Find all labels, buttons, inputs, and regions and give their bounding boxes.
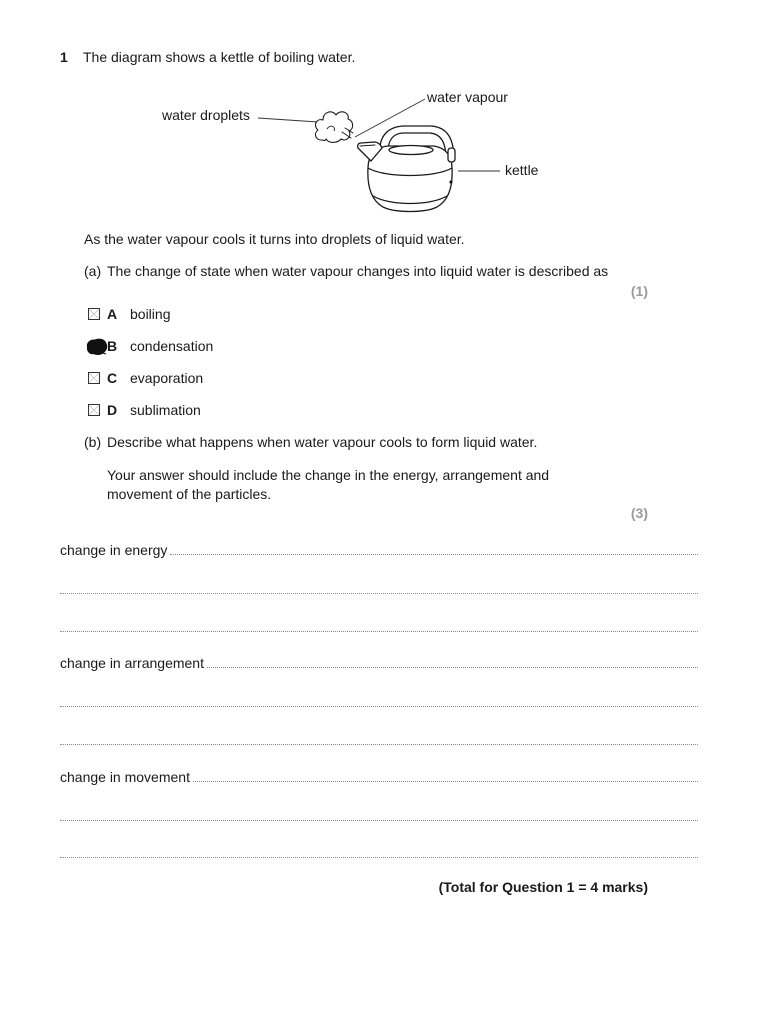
question-context: As the water vapour cools it turns into droplets of liquid water. (84, 231, 465, 247)
leader-line-water-droplets (258, 118, 318, 122)
option-c-checkbox[interactable] (88, 372, 100, 384)
answer-section-energy (60, 542, 698, 642)
option-d (84, 402, 384, 418)
answer-line[interactable] (193, 769, 698, 782)
kettle-diagram (0, 80, 768, 230)
answer-section-label: change in movement (60, 769, 190, 785)
answer-line[interactable] (60, 706, 698, 707)
answer-line[interactable] (60, 744, 698, 745)
option-a (84, 306, 384, 322)
answer-section-label: change in energy (60, 542, 168, 558)
kettle-lid (389, 146, 433, 155)
part-a-marks: (1) (630, 283, 648, 299)
answer-line[interactable] (60, 631, 698, 632)
option-a-letter: A (107, 306, 118, 322)
question-intro: The diagram shows a kettle of boiling water. (83, 49, 356, 65)
answer-line[interactable] (60, 820, 698, 821)
answer-mark-scribble[interactable] (86, 338, 108, 356)
kettle-drawing (358, 126, 455, 212)
option-a-text: boiling (130, 306, 171, 322)
part-b-instruction-line-1: Your answer should include the change in the energy, arrangement and (107, 467, 550, 483)
kettle-body (368, 146, 452, 212)
question-total-marks: (Total for Question 1 = 4 marks) (438, 879, 648, 895)
kettle-indicator (449, 180, 452, 183)
part-b-instruction-line-2: movement of the particles. (107, 486, 272, 502)
part-b-stem: Describe what happens when water vapour cools to form liquid water. (107, 434, 538, 450)
part-a-label: (a) (84, 263, 102, 279)
option-d-text: sublimation (130, 402, 201, 418)
label-water-vapour: water vapour (427, 89, 508, 105)
answer-line[interactable] (60, 857, 698, 858)
option-c (84, 370, 384, 386)
part-a-stem: The change of state when water vapour changes into liquid water is described as (107, 263, 609, 279)
option-b-letter: B (107, 338, 118, 354)
answer-line[interactable] (60, 593, 698, 594)
option-c-letter: C (107, 370, 118, 386)
question-number: 1 (60, 49, 68, 65)
answer-section-arrangement (60, 655, 698, 755)
answer-section-label: change in arrangement (60, 655, 204, 671)
answer-line[interactable] (170, 542, 698, 555)
part-b-marks: (3) (630, 505, 648, 521)
answer-line[interactable] (207, 655, 698, 668)
label-kettle: kettle (505, 162, 539, 178)
part-b-label: (b) (84, 434, 102, 450)
option-c-text: evaporation (130, 370, 204, 386)
option-a-checkbox[interactable] (88, 308, 100, 320)
label-water-droplets: water droplets (162, 107, 250, 123)
option-d-checkbox[interactable] (88, 404, 100, 416)
option-d-letter: D (107, 402, 118, 418)
answer-section-movement (60, 769, 698, 869)
option-b (84, 338, 384, 354)
option-b-text: condensation (130, 338, 214, 354)
kettle-switch (448, 148, 455, 162)
